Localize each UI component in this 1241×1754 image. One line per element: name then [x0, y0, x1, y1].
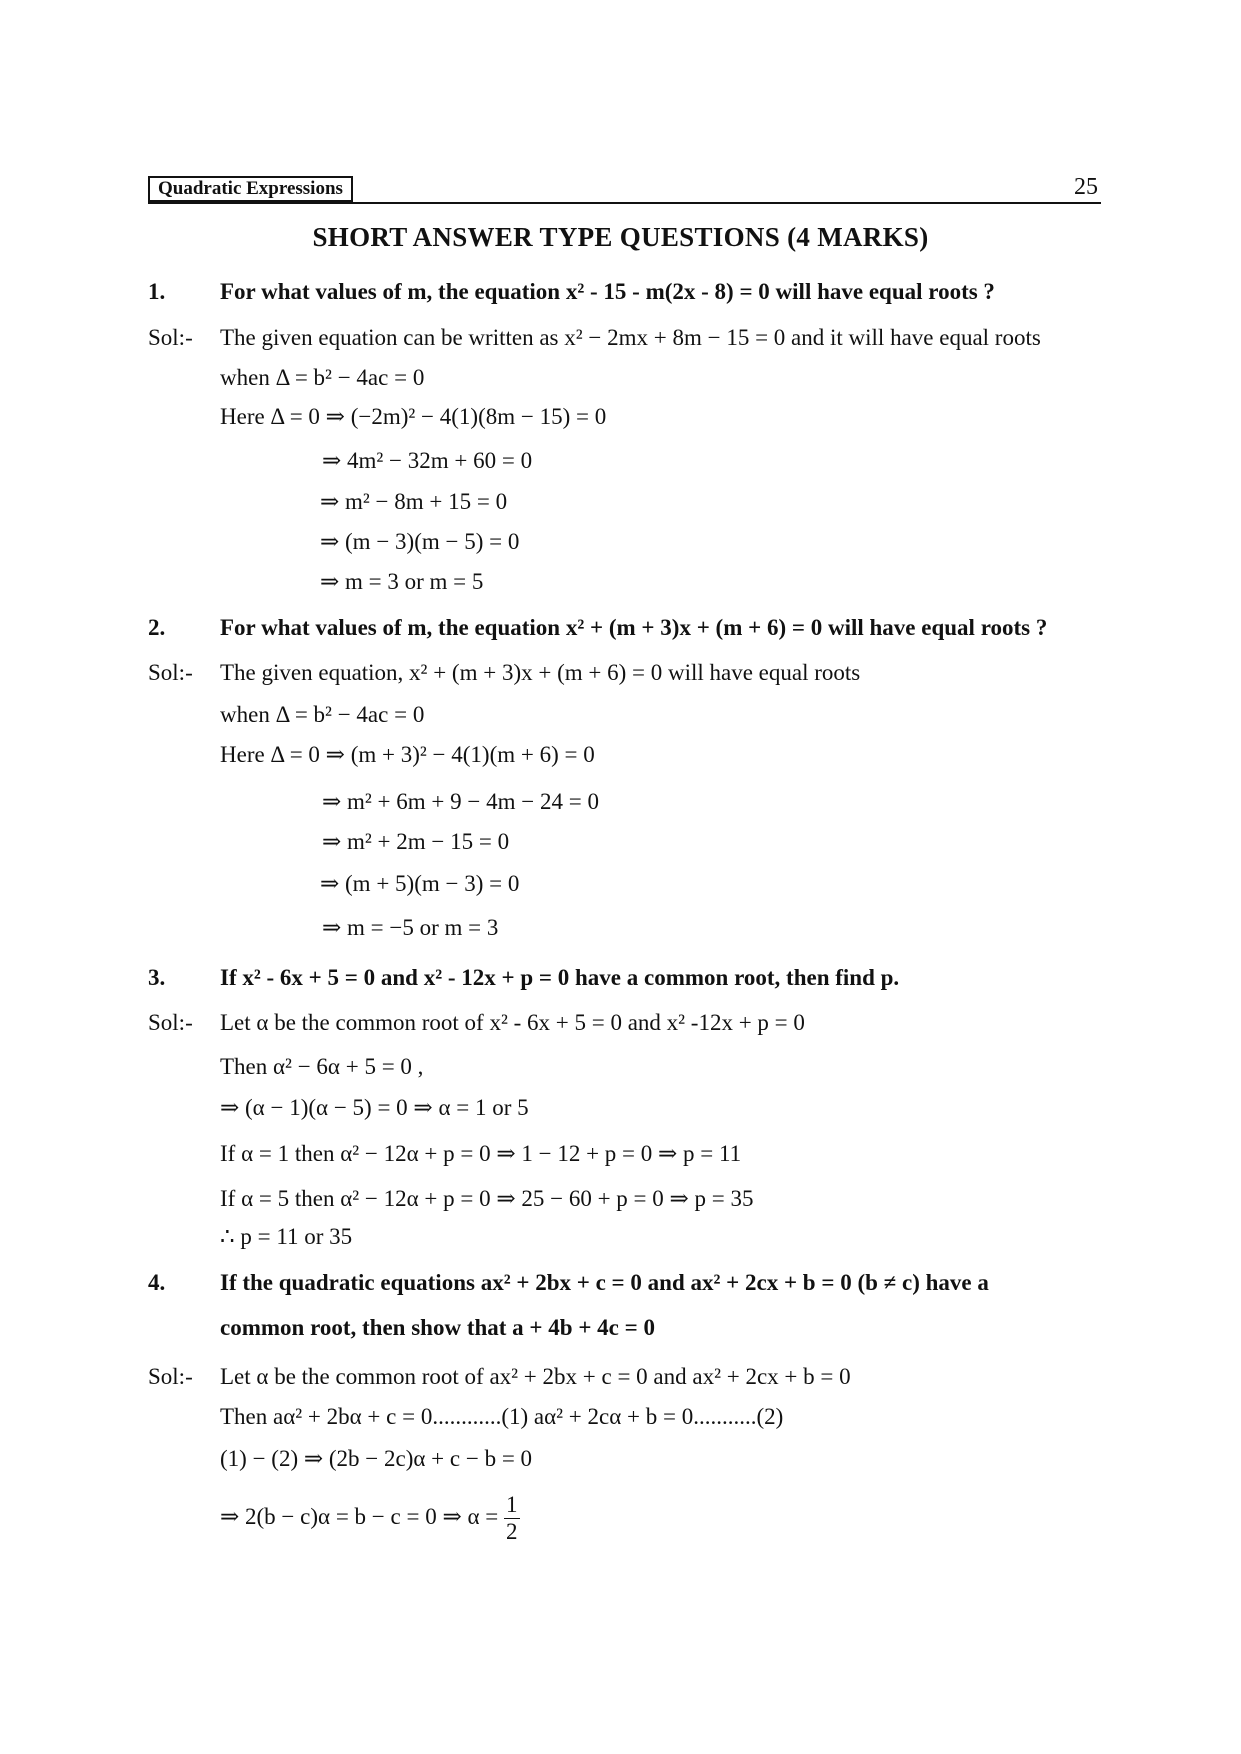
solution-line: ⇒ 4m² − 32m + 60 = 0 — [322, 448, 533, 473]
solution-line: ⇒ m² + 2m − 15 = 0 — [322, 829, 510, 854]
solution-line — [220, 1492, 520, 1545]
solution-label: Sol:- — [148, 1010, 193, 1035]
solution-line: ⇒ (α − 1)(α − 5) = 0 ⇒ α = 1 or 5 — [220, 1095, 529, 1120]
question-number: 3. — [148, 965, 166, 990]
solution-line: when Δ = b² − 4ac = 0 — [220, 365, 425, 390]
solution-line: ∴ p = 11 or 35 — [220, 1224, 353, 1249]
fraction-numerator: 1 — [506, 1492, 518, 1517]
chapter-tag: Quadratic Expressions — [148, 176, 353, 202]
solution-line: (1) − (2) ⇒ (2b − 2c)α + c − b = 0 — [220, 1446, 533, 1471]
solution-line: when Δ = b² − 4ac = 0 — [220, 702, 425, 727]
question-number: 4. — [148, 1270, 166, 1295]
page-number: 25 — [1074, 174, 1098, 200]
solution-line: Then α² − 6α + 5 = 0 , — [220, 1054, 424, 1079]
solution-line: If α = 5 then α² − 12α + p = 0 ⇒ 25 − 60 + p = 0 ⇒ p = 35 — [220, 1186, 754, 1211]
fraction — [504, 1492, 520, 1545]
solution-label: Sol:- — [148, 660, 193, 685]
section-title: SHORT ANSWER TYPE QUESTIONS (4 MARKS) — [312, 222, 929, 252]
question-text: common root, then show that a + 4b + 4c = 0 — [220, 1315, 656, 1340]
fraction-denominator: 2 — [506, 1519, 518, 1544]
solution-line: Here Δ = 0 ⇒ (−2m)² − 4(1)(8m − 15) = 0 — [220, 404, 607, 429]
solution-line: ⇒ (m − 3)(m − 5) = 0 — [320, 529, 520, 554]
solution-line: The given equation can be written as x² − 2mx + 8m − 15 = 0 and it will have equal roots — [220, 325, 1041, 350]
solution-line: The given equation, x² + (m + 3)x + (m + 6) = 0 will have equal roots — [220, 660, 861, 685]
question-text: For what values of m, the equation x² - 15 - m(2x - 8) = 0 will have equal roots ? — [220, 279, 995, 304]
solution-line: ⇒ (m + 5)(m − 3) = 0 — [320, 871, 520, 896]
question-number: 1. — [148, 279, 166, 304]
question-number: 2. — [148, 615, 166, 640]
header-rule — [148, 202, 1101, 204]
solution-label: Sol:- — [148, 1364, 193, 1389]
solution-line: Let α be the common root of x² - 6x + 5 = 0 and x² -12x + p = 0 — [220, 1010, 805, 1035]
solution-line: ⇒ m = −5 or m = 3 — [322, 915, 499, 940]
solution-label: Sol:- — [148, 325, 193, 350]
solution-line: ⇒ m² − 8m + 15 = 0 — [320, 489, 508, 514]
solution-line: If α = 1 then α² − 12α + p = 0 ⇒ 1 − 12 + p = 0 ⇒ p = 11 — [220, 1141, 742, 1166]
question-text: For what values of m, the equation x² + (m + 3)x + (m + 6) = 0 will have equal roots ? — [220, 615, 1048, 640]
question-text: If the quadratic equations ax² + 2bx + c = 0 and ax² + 2cx + b = 0 (b ≠ c) have a — [220, 1270, 989, 1295]
solution-line: ⇒ m² + 6m + 9 − 4m − 24 = 0 — [322, 789, 599, 814]
solution-line: Then aα² + 2bα + c = 0............(1) aα² + 2cα + b = 0...........(2) — [220, 1404, 784, 1429]
question-text: If x² - 6x + 5 = 0 and x² - 12x + p = 0 have a common root, then find p. — [220, 965, 900, 990]
solution-line: Here Δ = 0 ⇒ (m + 3)² − 4(1)(m + 6) = 0 — [220, 742, 595, 767]
solution-line: ⇒ m = 3 or m = 5 — [320, 569, 484, 594]
solution-line: Let α be the common root of ax² + 2bx + c = 0 and ax² + 2cx + b = 0 — [220, 1364, 851, 1389]
equation-text: ⇒ 2(b − c)α = b − c = 0 ⇒ α = — [220, 1503, 504, 1529]
